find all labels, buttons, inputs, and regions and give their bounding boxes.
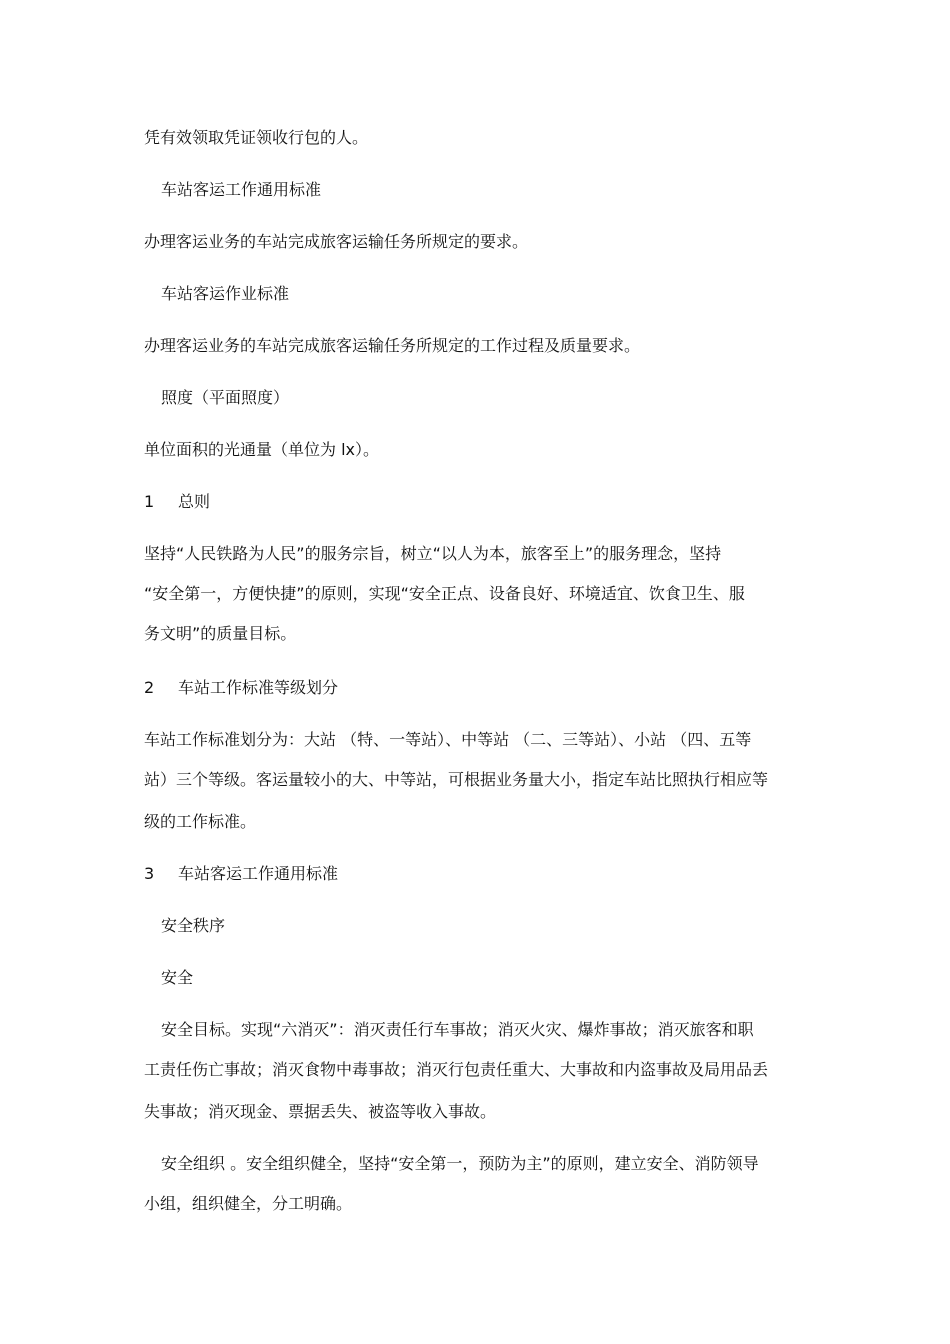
paragraph-line: 车站工作标准划分为：大站 （特、一等站）、中等站 （二、三等站）、小站 （四、五等: [144, 730, 752, 749]
paragraph-line: 凭有效领取凭证领收行包的人。: [144, 128, 369, 147]
paragraph-line: “安全第一，方便快捷”的原则，实现“安全正点、设备良好、环境适宜、饮食卫生、服: [144, 584, 745, 603]
section-heading: [144, 862, 338, 886]
paragraph-line: 工责任伤亡事故；消灭食物中毒事故；消灭行包责任重大、大事故和内盗事故及局用品丢: [144, 1060, 769, 1079]
section-number: 3: [144, 864, 155, 883]
paragraph-line: 单位面积的光通量（单位为 lx）。: [144, 440, 380, 459]
term-heading: 车站客运作业标准: [161, 284, 290, 303]
paragraph-line: 小组，组织健全，分工明确。: [144, 1194, 353, 1213]
section-number: 2: [144, 678, 155, 697]
section-title: 车站工作标准等级划分: [178, 678, 339, 697]
paragraph-line: 安全目标。实现“六消灭”：消灭责任行车事故；消灭火灾、爆炸事故；消灭旅客和职: [161, 1020, 754, 1039]
term-heading: 车站客运工作通用标准: [161, 180, 322, 199]
section-heading: [144, 490, 210, 514]
paragraph-line: 坚持“人民铁路为人民”的服务宗旨，树立“以人为本，旅客至上”的服务理念，坚持: [144, 544, 722, 563]
section-title: 总则: [178, 492, 211, 511]
paragraph-line: 务文明”的质量目标。: [144, 624, 297, 643]
paragraph-line: 安全组织 。安全组织健全，坚持“安全第一，预防为主”的原则，建立安全、消防领导: [161, 1154, 759, 1173]
paragraph-line: 站）三个等级。客运量较小的大、中等站，可根据业务量大小，指定车站比照执行相应等: [144, 770, 769, 789]
section-heading: [144, 676, 338, 700]
subsection-heading: 安全秩序: [161, 916, 226, 935]
paragraph-line: 级的工作标准。: [144, 812, 257, 831]
section-title: 车站客运工作通用标准: [178, 864, 339, 883]
paragraph-line: 办理客运业务的车站完成旅客运输任务所规定的工作过程及质量要求。: [144, 336, 641, 355]
paragraph-line: 失事故；消灭现金、票据丢失、被盗等收入事故。: [144, 1102, 497, 1121]
subsection-heading: 安全: [161, 968, 194, 987]
term-heading: 照度（平面照度）: [161, 388, 290, 407]
paragraph-line: 办理客运业务的车站完成旅客运输任务所规定的要求。: [144, 232, 529, 251]
section-number: 1: [144, 492, 155, 511]
